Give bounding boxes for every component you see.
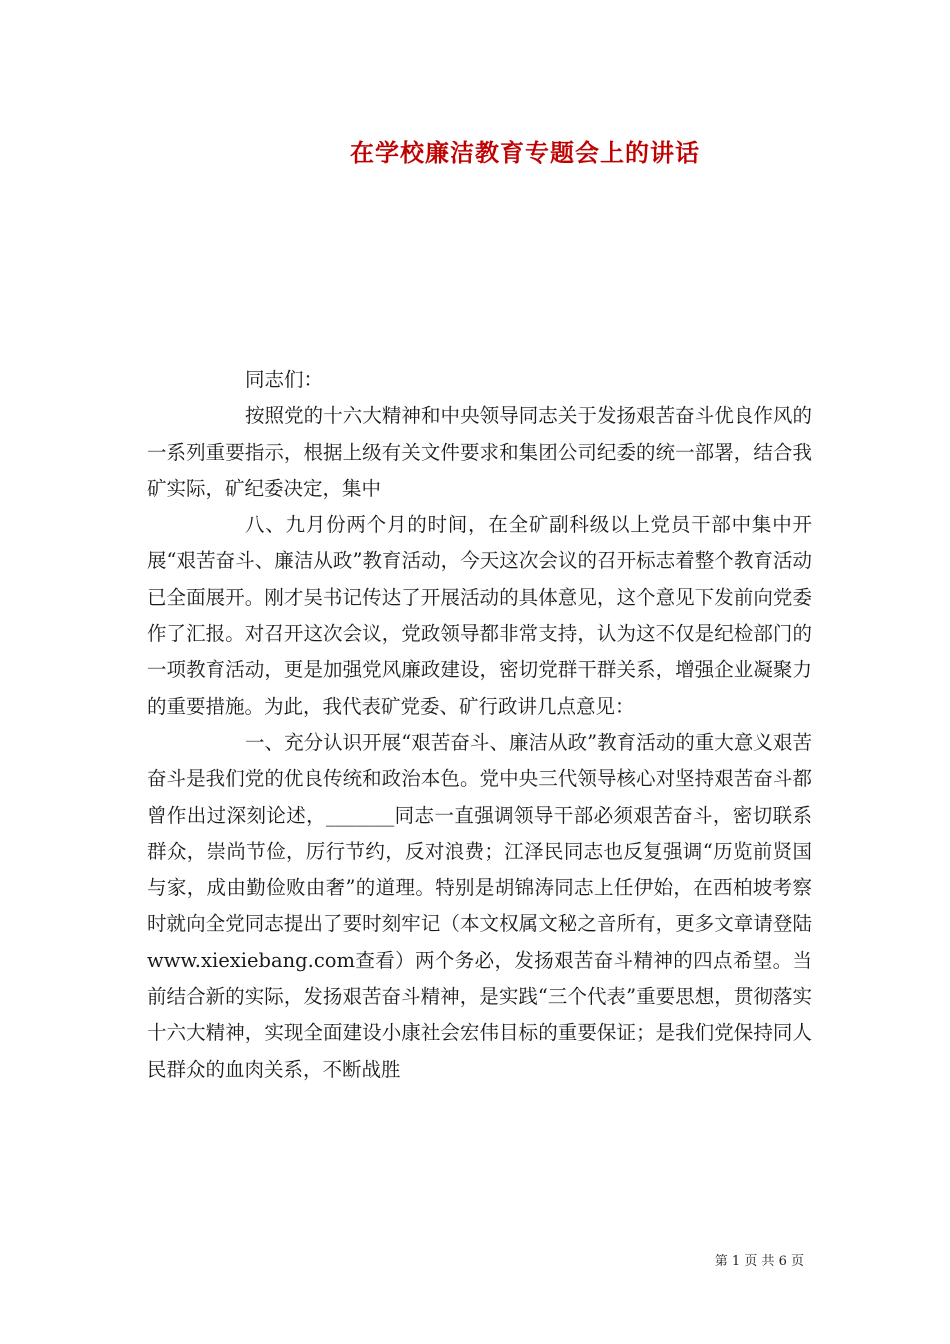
greeting: 同志们： — [245, 368, 324, 391]
document-title: 在学校廉洁教育专题会上的讲话 — [350, 138, 700, 167]
paragraph-2: 八、九月份两个月的时间，在全矿副科级以上党员干部中集中开展“艰苦奋斗、廉洁从政”教育活动，今天这次会议的召开标志着整个教育活动已全面展开。刚才吴书记传达了开展活动的具体意见，这个意见下发前向党委作了汇报。对召开这次会议，党政领导都非常支持，认为这不仅是纪检部门的一项教育活动，更是加强党风廉政建设，密切党群干群关系，增强企业凝聚力的重要措施。为此，我代表矿党委、矿行政讲几点意见： — [147, 513, 812, 718]
page-number: 第 1 页 共 6 页 — [714, 1254, 804, 1269]
paragraph-1: 按照党的十六大精神和中央领导同志关于发扬艰苦奋斗优良作风的一系列重要指示，根据上级有关文件要求和集团公司纪委的统一部署，结合我矿实际，矿纪委决定，集中 — [147, 404, 812, 500]
paragraph-3: 一、充分认识开展“艰苦奋斗、廉洁从政”教育活动的重大意义艰苦奋斗是我们党的优良传统和政治本色。党中央三代领导核心对坚持艰苦奋斗都曾作出过深刻论述，_______同志一直强调领导干部必须艰苦奋斗，密切联系群众，崇尚节俭，厉行节约，反对浪费；江泽民同志也反复强调“历览前贤国与家，成由勤俭败由奢”的道理。特别是胡锦涛同志上任伊始，在西柏坡考察时就向全党同志提出了要时刻牢记（本文权属文秘之音所有，更多文章请登陆www.xiexiebang.com查看）两个务必，发扬艰苦奋斗精神的四点希望。当前结合新的实际，发扬艰苦奋斗精神，是实践“三个代表”重要思想，贯彻落实十六大精神，实现全面建设小康社会宏伟目标的重要保证；是我们党保持同人民群众的血肉关系，不断战胜 — [147, 730, 812, 1081]
document-body — [147, 362, 812, 1088]
